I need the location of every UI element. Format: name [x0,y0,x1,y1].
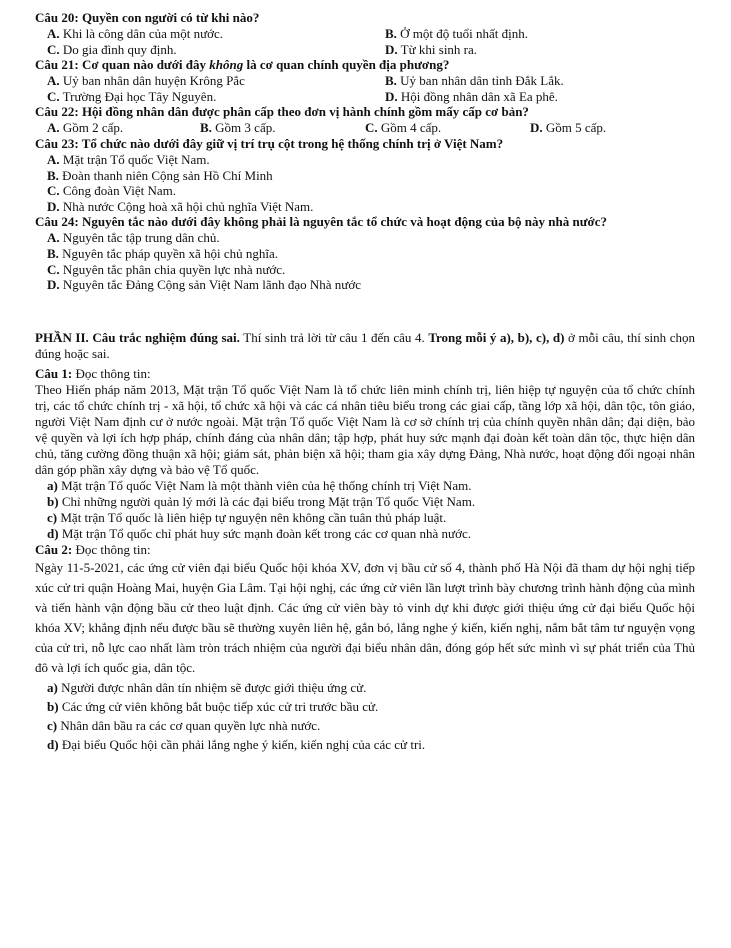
part2-q2-title: Câu 2: Đọc thông tin: [35,541,151,557]
option-b[interactable]: B. Gồm 3 cấp. [200,120,276,136]
statement-c[interactable]: c) Mặt trận Tổ quốc là liên hiệp tự nguyện nên không cần tuân thủ pháp luật. [47,509,447,525]
option-c[interactable]: C. Gồm 4 cấp. [365,120,442,136]
question-22-title: Câu 22: Hội đồng nhân dân được phân cấp theo đơn vị hành chính gồm mấy cấp cơ bản? [35,104,529,120]
option-b[interactable]: B. Nguyên tắc pháp quyền xã hội chủ nghĩa. [47,245,279,261]
part2-q2-text: Ngày 11-5-2021, các ứng cử viên đại biểu Quốc hội khóa XV, đơn vị bầu cử số 4, thành phố Hà Nội đã tham dự hội nghị tiếp xúc cử tri quận Hoàng Mai, huyện Gia Lâm. Tại hội nghị, các ứng cử viên lần lượt trình bày chương trình hành động của mình và tiến hành vận động bầu cử theo luật định. Các ứng cử viên bày tỏ vinh dự khi được giới thiệu ứng cử đại biểu Quốc hội khóa XV; khẳng định nếu được bầu sẽ thường xuyên liên hệ, gắn bó, lắng nghe ý kiến, kiến nghị, nắm bắt tâm tư nguyện vọng của cử tri, nỗ lực cao nhất làm tròn trách nhiệm của người đại biểu nhân dân, đóng góp hết sức mình vì sự phát triển của Thủ đô và lợi ích quốc gia, dân tộc. [35,559,695,675]
option-a[interactable]: A. Mặt trận Tổ quốc Việt Nam. [47,151,210,167]
statement-a[interactable]: a) Mặt trận Tổ quốc Việt Nam là một thành viên của hệ thống chính trị Việt Nam. [47,477,472,493]
option-d[interactable]: D. Nhà nước Cộng hoà xã hội chủ nghĩa Việt Nam. [47,198,314,214]
part2-q1-text: Theo Hiến pháp năm 2013, Mặt trận Tổ quốc Việt Nam là tổ chức liên minh chính trị, liên hiệp tự nguyện của tổ chức chính trị, các tổ chức chính trị - xã hội, tổ chức xã hội và các cá nhân tiêu biểu trong các giai cấp, tầng lớp xã hội, dân tộc, tôn giáo, người Việt Nam định cư ở nước ngoài. Mặt trận Tổ quốc Việt Nam là cơ sở chính trị của chính quyền nhân dân; đại diện, bảo vệ quyền và lợi ích hợp pháp, chính đáng của nhân dân; tập hợp, phát huy sức mạnh đại đoàn kết toàn dân tộc, thực hiện dân chủ, tăng cường đồng thuận xã hội; giám sát, phản biện xã hội; tham gia xây dựng Đảng, Nhà nước, hoạt động đối ngoại nhân dân góp phần xây dựng và bảo vệ Tổ quốc. [35,381,695,477]
option-c[interactable]: C. Nguyên tắc phân chia quyền lực nhà nước. [47,261,286,277]
question-21-options [35,73,695,104]
statement-b[interactable]: b) Các ứng cử viên không bắt buộc tiếp xúc cử tri trước bầu cử. [47,698,379,714]
question-23-title: Câu 23: Tổ chức nào dưới đây giữ vị trí trụ cột trong hệ thống chính trị ở Việt Nam? [35,135,504,151]
option-a[interactable]: A. Gồm 2 cấp. [47,120,124,136]
option-c[interactable]: C. Do gia đình quy định. [47,41,177,57]
question-24-title: Câu 24: Nguyên tắc nào dưới đây không phải là nguyên tắc tổ chức và hoạt động của bộ này nhà nước? [35,214,607,230]
option-d[interactable]: D. Từ khi sinh ra. [385,41,478,57]
part2-heading: PHẦN II. Câu trắc nghiệm đúng sai. Thí sinh trả lời từ câu 1 đến câu 4. Trong mỗi ý a), b), c), d) ở mỗi câu, thí sinh chọn đúng hoặc sai. [35,329,695,361]
option-d[interactable]: D. Hội đồng nhân dân xã Ea phê. [385,88,558,104]
option-d[interactable]: D. Gồm 5 cấp. [530,120,607,136]
option-a[interactable]: A. Khi là công dân của một nước. [47,26,224,41]
question-21-title: Câu 21: Cơ quan nào dưới đây không là cơ quan chính quyền địa phương? [35,57,450,73]
statement-d[interactable]: d) Mặt trận Tổ quốc chỉ phát huy sức mạnh đoàn kết trong các cơ quan nhà nước. [47,525,471,541]
statement-a[interactable]: a) Người được nhân dân tín nhiệm sẽ được giới thiệu ứng cử. [47,679,367,695]
option-c[interactable]: C. Trường Đại học Tây Nguyên. [47,88,217,104]
statement-d[interactable]: d) Đại biểu Quốc hội cần phải lắng nghe ý kiến, kiến nghị của các cử tri. [47,736,426,752]
question-22-options [35,120,695,136]
part2-q1-title: Câu 1: Đọc thông tin: [35,365,151,381]
option-b[interactable]: B. Uỷ ban nhân dân tỉnh Đắk Lắk. [385,73,564,89]
question-20-title: Câu 20: Quyền con người có từ khi nào? [35,10,260,25]
option-d[interactable]: D. Nguyên tắc Đảng Cộng sản Việt Nam lãnh đạo Nhà nước [47,277,361,293]
statement-c[interactable]: c) Nhân dân bầu ra các cơ quan quyền lực nhà nước. [47,717,321,733]
option-b[interactable]: B. Đoàn thanh niên Cộng sản Hồ Chí Minh [47,167,273,183]
option-b[interactable]: B. Ở một độ tuổi nhất định. [385,26,529,41]
option-a[interactable]: A. Nguyên tắc tập trung dân chủ. [47,230,220,246]
option-c[interactable]: C. Công đoàn Việt Nam. [47,183,176,199]
option-a[interactable]: A. Uỷ ban nhân dân huyện Krông Pắc [47,73,245,89]
question-20-options [35,26,695,57]
exam-page [35,10,695,754]
statement-b[interactable]: b) Chỉ những người quản lý mới là các đại biểu trong Mặt trận Tổ quốc Việt Nam. [47,493,476,509]
